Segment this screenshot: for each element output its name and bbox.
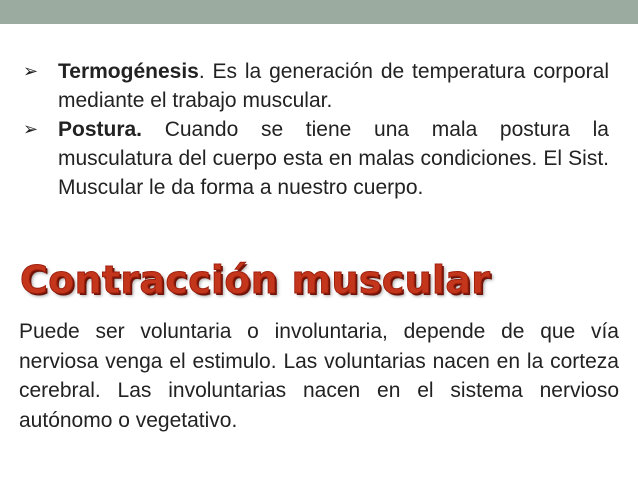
bullet-item-termogenesis xyxy=(23,57,609,115)
bullet-item-postura xyxy=(23,115,609,202)
section-heading: Contracción muscular xyxy=(20,258,491,302)
bullet-term: Termogénesis xyxy=(58,60,199,83)
arrow-bullet-icon: ➢ xyxy=(23,61,39,81)
arrow-bullet-icon: ➢ xyxy=(23,119,39,139)
slide-top-bar xyxy=(0,0,638,24)
body-paragraph: Puede ser voluntaria o involuntaria, depende de que vía nerviosa venga el estimulo. Las voluntarias nacen en la corteza cerebral. Las involuntarias nacen en el sistema nervioso autónomo o vegetativo. xyxy=(19,320,619,432)
bullet-text: Cuando se tiene una mala postura la musculatura del cuerpo esta en malas condiciones. El Sist. Muscular le da forma a nuestro cuerpo. xyxy=(58,118,609,199)
bullet-term: Postura. xyxy=(58,118,143,141)
bullet-list xyxy=(23,57,609,202)
bullet-text: . Es la generación de temperatura corporal mediante el trabajo muscular. xyxy=(58,60,609,112)
